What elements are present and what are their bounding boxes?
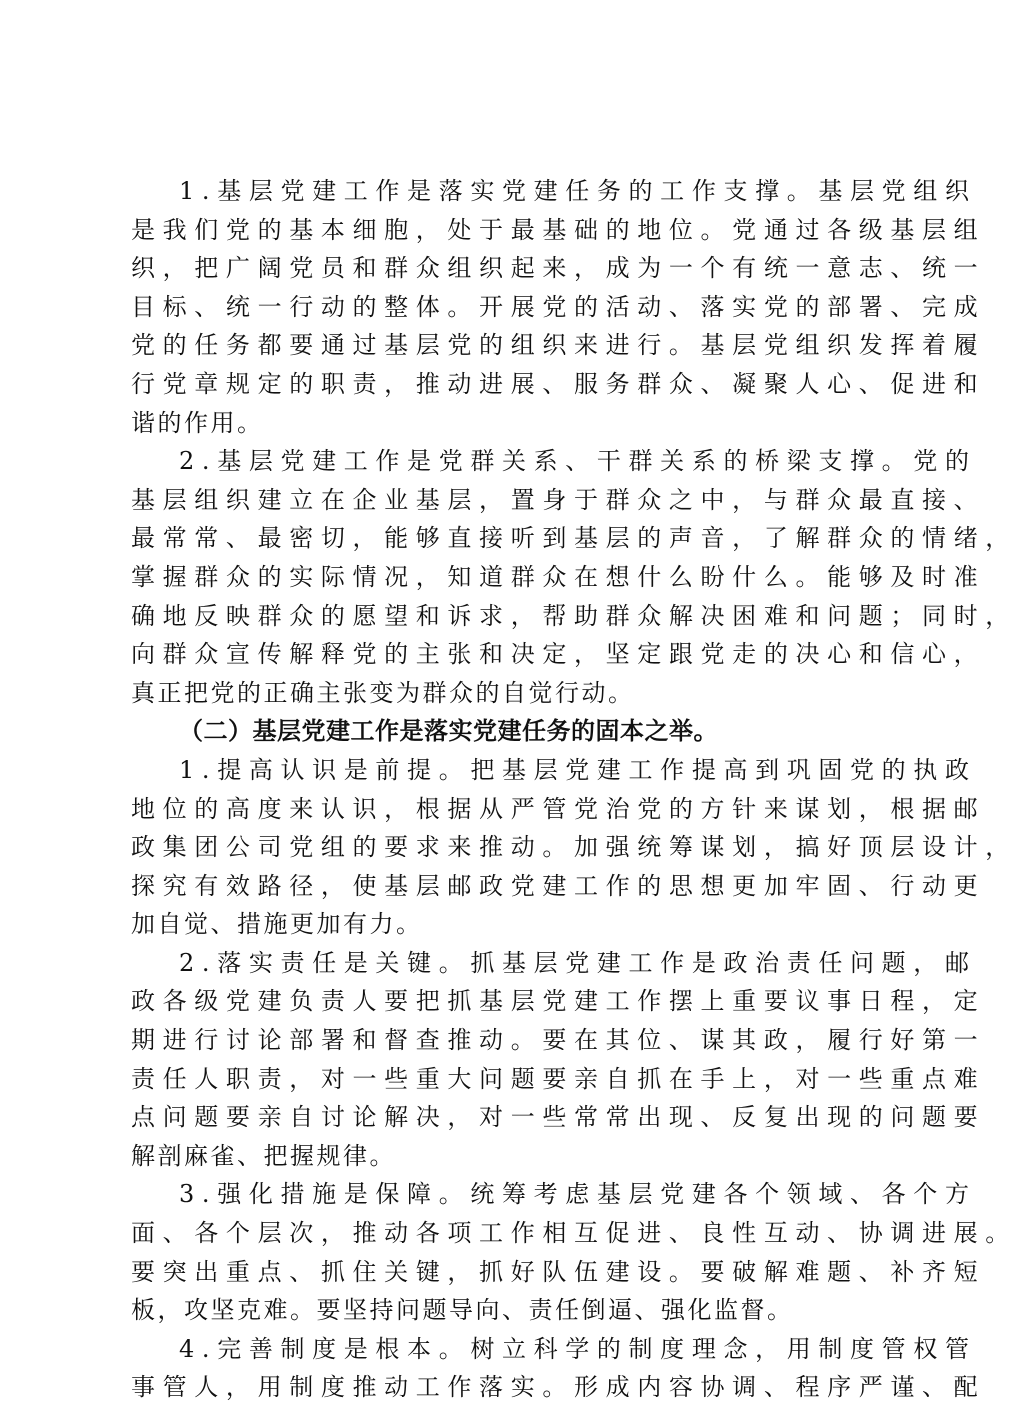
section-heading: （二）基层党建工作是落实党建任务的固本之举。 xyxy=(179,717,718,746)
paragraph-2-line-5: 确 地 反 映 群 众 的 愿 望 和 诉 求 ， 帮 助 群 众 解 决 困 难 和 问 题 ； 同 时 ， xyxy=(131,601,1009,630)
paragraph-4-line-6: 解剖麻雀、把握规律。 xyxy=(131,1141,396,1170)
paragraph-1-line-3: 织 ， 把 广 阔 党 员 和 群 众 组 织 起 来 ， 成 为 一 个 有 统 一 意 志 、 统 一 xyxy=(131,254,978,283)
paragraph-3-line-3: 政 集 团 公 司 党 组 的 要 求 来 推 动 。 加 强 统 筹 谋 划 ， 搞 好 顶 层 设 计 ， xyxy=(131,833,1009,862)
paragraph-4-line-4: 责 任 人 职 责 ， 对 一 些 重 大 问 题 要 亲 自 抓 在 手 上 ， 对 一 些 重 点 难 xyxy=(131,1064,978,1093)
paragraph-1-line-2: 是 我 们 党 的 基 本 细 胞 ， 处 于 最 基 础 的 地 位 。 党 通 过 各 级 基 层 组 xyxy=(131,215,978,244)
paragraph-1-line-7: 谐的作用。 xyxy=(131,408,264,437)
paragraph-6-line-2: 事 管 人 ， 用 制 度 推 动 工 作 落 实 。 形 成 内 容 协 调 、 程 序 严 谨 、 配 xyxy=(131,1373,978,1402)
paragraph-2-line-2: 基 层 组 织 建 立 在 企 业 基 层 ， 置 身 于 群 众 之 中 ， 与 群 众 最 直 接 、 xyxy=(131,485,978,514)
paragraph-3-line-4: 探 究 有 效 路 径 ， 使 基 层 邮 政 党 建 工 作 的 思 想 更 加 牢 固 、 行 动 更 xyxy=(131,871,978,900)
paragraph-4-line-1: 2 . 落 实 责 任 是 关 键 。 抓 基 层 党 建 工 作 是 政 治 责 任 问 题 ， 邮 xyxy=(179,948,969,977)
paragraph-4-line-2: 政 各 级 党 建 负 责 人 要 把 抓 基 层 党 建 工 作 摆 上 重 要 议 事 日 程 ， 定 xyxy=(131,987,978,1016)
paragraph-2-line-4: 掌 握 群 众 的 实 际 情 况 ， 知 道 群 众 在 想 什 么 盼 什 么 。 能 够 及 时 准 xyxy=(131,562,978,591)
paragraph-1-line-4: 目 标 、 统 一 行 动 的 整 体 。 开 展 党 的 活 动 、 落 实 党 的 部 署 、 完 成 xyxy=(131,292,978,321)
paragraph-2-line-7: 真正把党的正确主张变为群众的自觉行动。 xyxy=(131,678,635,707)
paragraph-3-line-2: 地 位 的 高 度 来 认 识 ， 根 据 从 严 管 党 治 党 的 方 针 来 谋 划 ， 根 据 邮 xyxy=(131,794,978,823)
paragraph-3-line-1: 1 . 提 高 认 识 是 前 提 。 把 基 层 党 建 工 作 提 高 到 巩 固 党 的 执 政 xyxy=(179,755,969,784)
paragraph-1-line-1: 1 . 基 层 党 建 工 作 是 落 实 党 建 任 务 的 工 作 支 撑 。 基 层 党 组 织 xyxy=(179,177,969,205)
paragraph-2-line-6: 向 群 众 宣 传 解 释 党 的 主 张 和 决 定 ， 坚 定 跟 党 走 的 决 心 和 信 心 ， xyxy=(131,640,978,669)
paragraph-1-line-5: 党 的 任 务 都 要 通 过 基 层 党 的 组 织 来 进 行 。 基 层 党 组 织 发 挥 着 履 xyxy=(131,331,978,360)
paragraph-2-line-1: 2 . 基 层 党 建 工 作 是 党 群 关 系 、 干 群 关 系 的 桥 梁 支 撑 。 党 的 xyxy=(179,447,969,476)
paragraph-5-line-2: 面 、 各 个 层 次 ， 推 动 各 项 工 作 相 互 促 进 、 良 性 互 动 、 协 调 进 展 。 xyxy=(131,1219,1009,1248)
paragraph-4-line-5: 点 问 题 要 亲 自 讨 论 解 决 ， 对 一 些 常 常 出 现 、 反 复 出 现 的 问 题 要 xyxy=(131,1103,978,1132)
paragraph-1-line-6: 行 党 章 规 定 的 职 责 ， 推 动 进 展 、 服 务 群 众 、 凝 聚 人 心 、 促 进 和 xyxy=(131,369,978,398)
paragraph-3-line-5: 加自觉、措施更加有力。 xyxy=(131,910,423,939)
paragraph-6-line-1: 4 . 完 善 制 度 是 根 本 。 树 立 科 学 的 制 度 理 念 ， 用 制 度 管 权 管 xyxy=(179,1334,969,1363)
paragraph-2-line-3: 最 常 常 、 最 密 切 ， 能 够 直 接 听 到 基 层 的 声 音 ， 了 解 群 众 的 情 绪 ， xyxy=(131,524,1009,553)
document-body xyxy=(131,172,1009,1407)
paragraph-5-line-4: 板，攻坚克难。要坚持问题导向、责任倒逼、强化监督。 xyxy=(131,1296,794,1325)
paragraph-4-line-3: 期 进 行 讨 论 部 署 和 督 查 推 动 。 要 在 其 位 、 谋 其 政 ， 履 行 好 第 一 xyxy=(131,1026,978,1055)
paragraph-5-line-1: 3 . 强 化 措 施 是 保 障 。 统 筹 考 虑 基 层 党 建 各 个 领 域 、 各 个 方 xyxy=(179,1180,969,1209)
paragraph-5-line-3: 要 突 出 重 点 、 抓 住 关 键 ， 抓 好 队 伍 建 设 。 要 破 解 难 题 、 补 齐 短 xyxy=(131,1257,978,1286)
